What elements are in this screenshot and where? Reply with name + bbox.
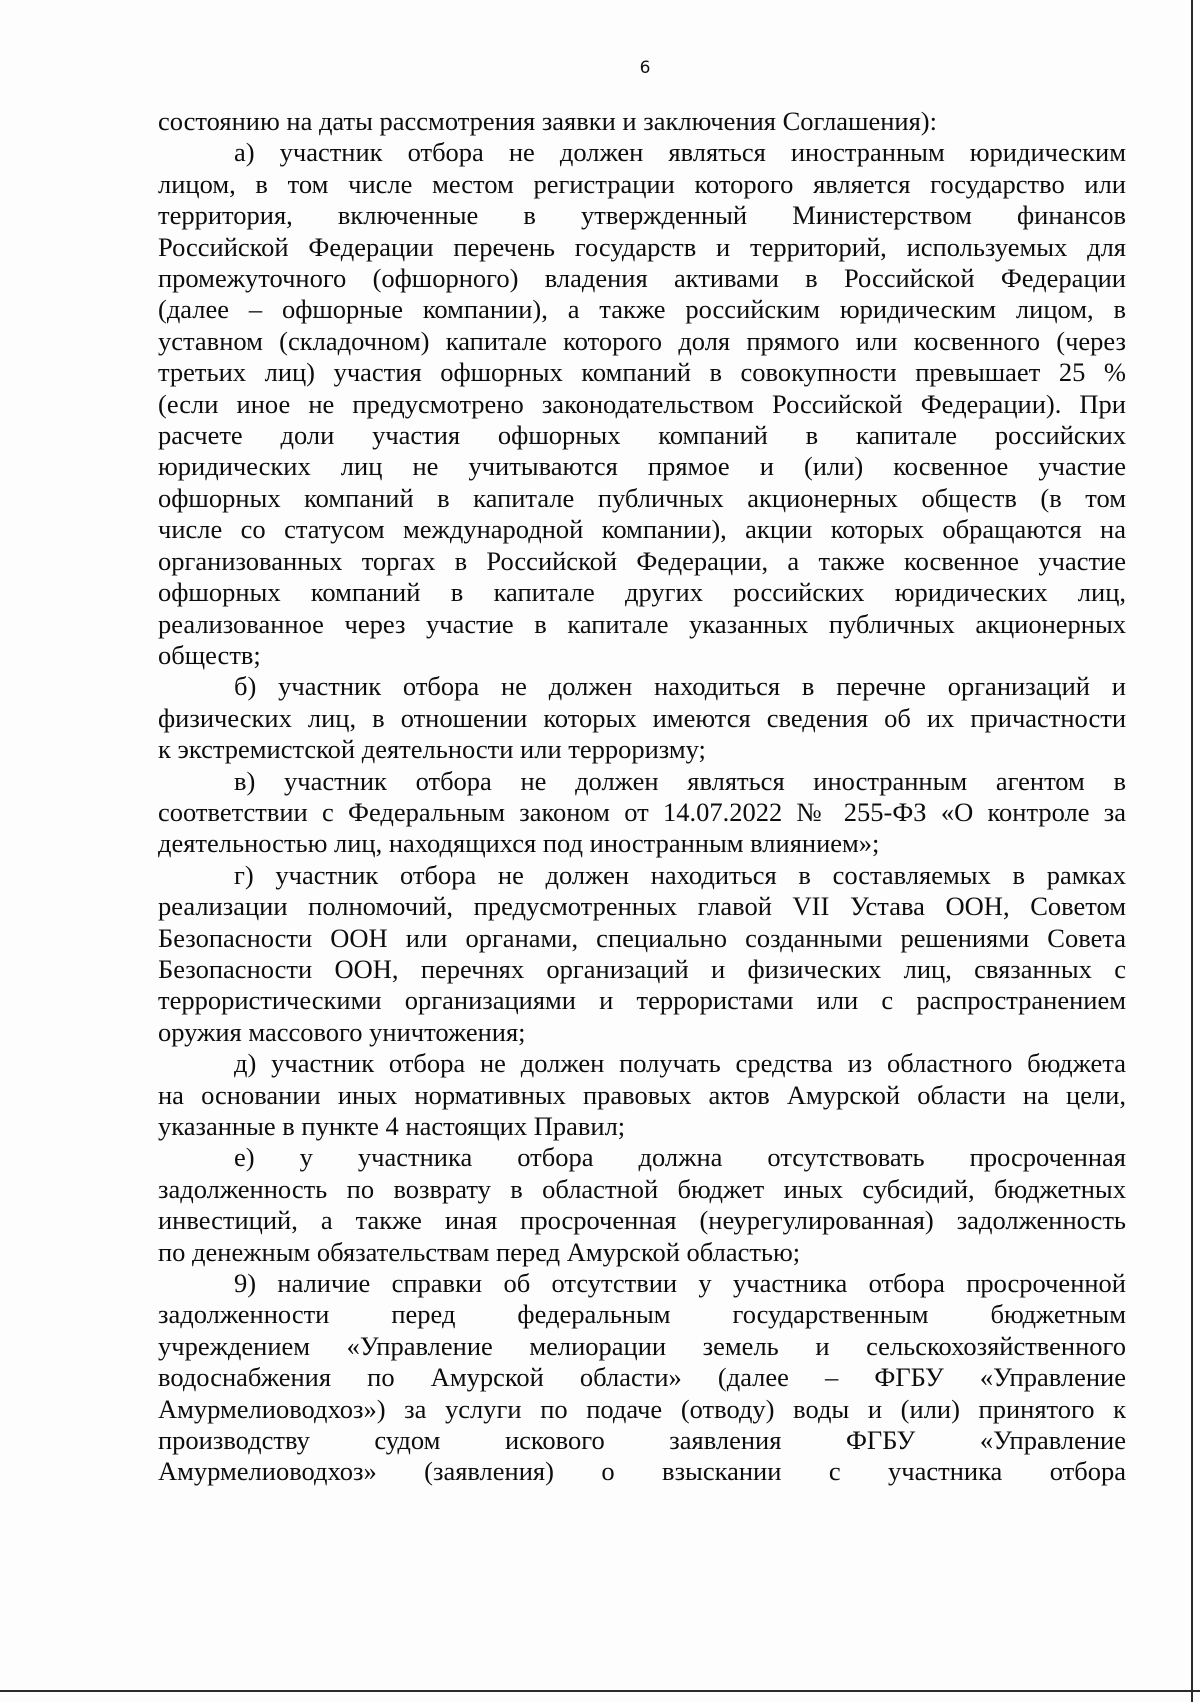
text-line: третьих лиц) участия офшорных компаний в совокупности превышает 25 % [158, 357, 1126, 388]
text-line: на основании иных нормативных правовых актов Амурской области на цели, [158, 1079, 1126, 1110]
text-line: расчете доли участия офшорных компаний в капитале российских [158, 420, 1126, 451]
text-line: д) участник отбора не должен получать средства из областного бюджета [234, 1048, 1126, 1079]
text-line: состоянию на даты рассмотрения заявки и заключения Соглашения): [158, 106, 937, 136]
text-line: задолженности перед федеральным государственным бюджетным [158, 1299, 1126, 1330]
text-line: обществ; [158, 639, 261, 670]
text-line: офшорных компаний в капитале других российских юридических лиц, [158, 577, 1126, 608]
text-line: водоснабжения по Амурской области» (далее – ФГБУ «Управление [158, 1362, 1126, 1393]
text-line: Безопасности ООН или органами, специально созданными решениями Совета [158, 922, 1126, 953]
document-body [158, 106, 1126, 1488]
text-line: лицом, в том числе местом регистрации которого является государство или [158, 168, 1126, 199]
text-line: учреждением «Управление мелиорации земель и сельскохозяйственного [158, 1330, 1126, 1361]
text-line: деятельностью лиц, находящихся под иностранным влиянием»; [158, 828, 880, 859]
text-line: офшорных компаний в капитале публичных акционерных обществ (в том [158, 482, 1126, 513]
text-line: к экстремистской деятельности или терроризму; [158, 734, 706, 765]
text-line: Безопасности ООН, перечнях организаций и физических лиц, связанных с [158, 953, 1126, 984]
text-line: по денежным обязательствам перед Амурской областью; [158, 1236, 801, 1267]
text-line: уставном (складочном) капитале которого доля прямого или косвенного (через [158, 325, 1126, 356]
text-line: е) у участника отбора должна отсутствовать просроченная [234, 1142, 1126, 1173]
text-line: реализации полномочий, предусмотренных главой VII Устава ООН, Советом [158, 891, 1126, 922]
page-number: 6 [639, 58, 651, 78]
text-line: задолженность по возврату в областной бюджет иных субсидий, бюджетных [158, 1173, 1126, 1204]
text-line: территория, включенные в утвержденный Министерством финансов [158, 200, 1126, 231]
text-line: 9) наличие справки об отсутствии у участника отбора просроченной [234, 1268, 1126, 1299]
text-line: соответствии с Федеральным законом от 14.07.2022 № 255-ФЗ «О контроле за [158, 796, 1126, 827]
text-line: производству судом искового заявления ФГБУ «Управление [158, 1425, 1126, 1456]
text-line: числе со статусом международной компании), акции которых обращаются на [158, 514, 1126, 545]
text-line: (если иное не предусмотрено законодательством Российской Федерации). При [158, 388, 1126, 419]
text-line: промежуточного (офшорного) владения активами в Российской Федерации [158, 263, 1126, 294]
text-line: физических лиц, в отношении которых имеются сведения об их причастности [158, 702, 1126, 733]
text-line: реализованное через участие в капитале указанных публичных акционерных [158, 608, 1126, 639]
text-line: оружия массового уничтожения; [158, 1016, 526, 1047]
text-line: (далее – офшорные компании), а также российским юридическим лицом, в [158, 294, 1126, 325]
text-line: террористическими организациями и террористами или с распространением [158, 985, 1126, 1016]
text-line: Амурмелиоводхоз» (заявления) о взыскании с участника отбора [158, 1456, 1126, 1487]
text-line: инвестиций, а также иная просроченная (неурегулированная) задолженность [158, 1205, 1126, 1236]
text-line: организованных торгах в Российской Федерации, а также косвенное участие [158, 545, 1126, 576]
text-line: а) участник отбора не должен являться иностранным юридическим [234, 137, 1126, 168]
text-line: Российской Федерации перечень государств и территорий, используемых для [158, 231, 1126, 262]
text-line: Амурмелиоводхоз») за услуги по подаче (отводу) воды и (или) принятого к [158, 1393, 1126, 1424]
text-line: указанные в пункте 4 настоящих Правил; [158, 1111, 626, 1141]
page-edge-bottom [0, 1690, 1200, 1692]
text-line: г) участник отбора не должен находиться в составляемых в рамках [234, 859, 1126, 890]
text-line: б) участник отбора не должен находиться в перечне организаций и [234, 671, 1126, 702]
page-edge-right [1191, 0, 1193, 1702]
text-line: юридических лиц не учитываются прямое и (или) косвенное участие [158, 451, 1126, 482]
text-line: в) участник отбора не должен являться иностранным агентом в [234, 765, 1126, 796]
